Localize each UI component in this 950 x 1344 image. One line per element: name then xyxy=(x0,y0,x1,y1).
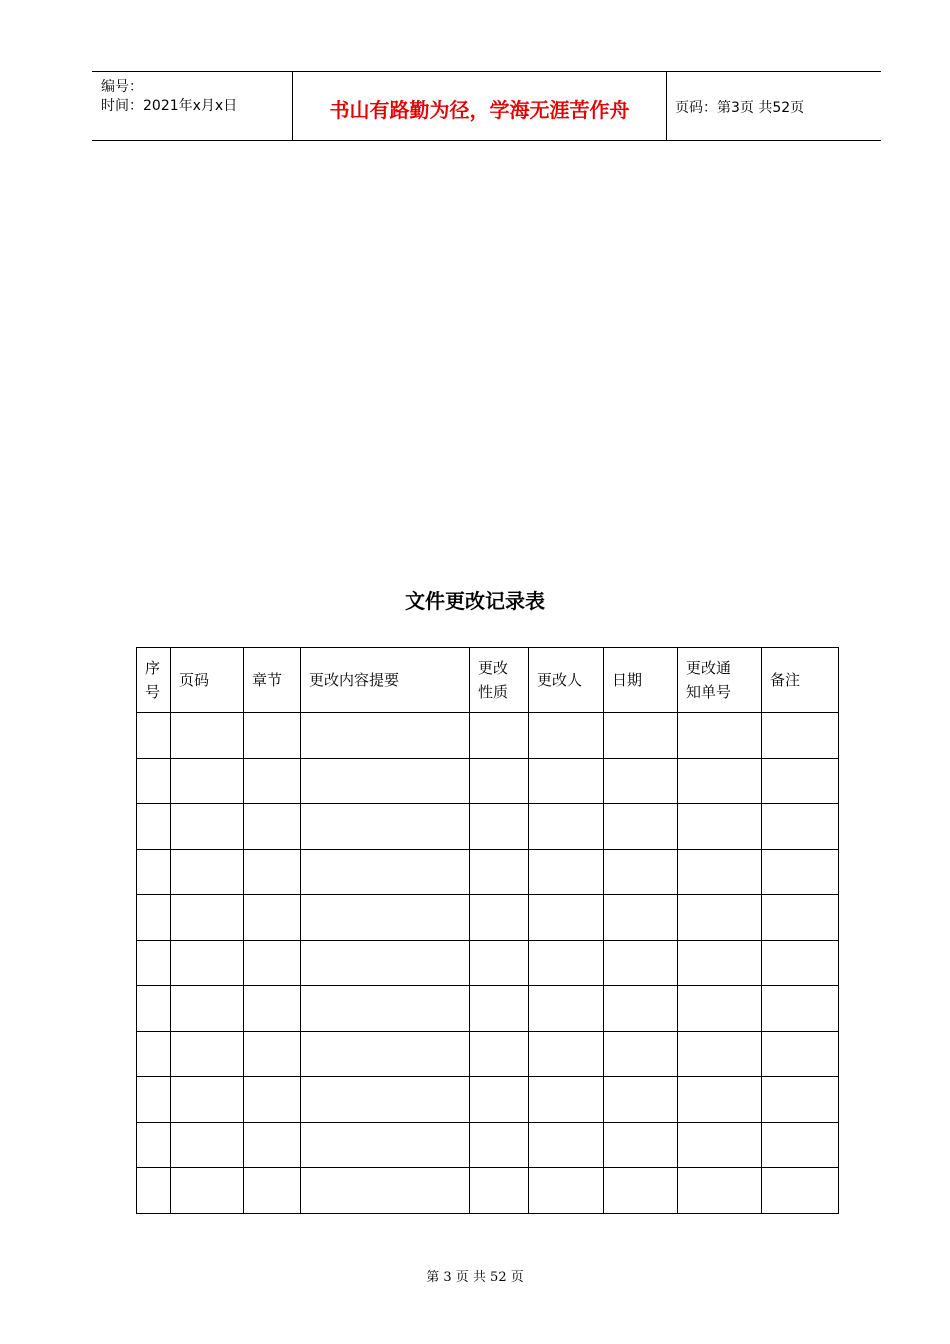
table-cell xyxy=(470,804,529,850)
table-cell xyxy=(470,895,529,941)
table-cell xyxy=(171,1122,244,1168)
column-header-line: 号 xyxy=(145,683,161,701)
table-cell xyxy=(244,1077,301,1123)
table-cell xyxy=(604,1031,678,1077)
table-cell xyxy=(470,1168,529,1214)
table-cell xyxy=(470,1077,529,1123)
table-cell xyxy=(604,895,678,941)
table-cell xyxy=(171,804,244,850)
column-header-remarks: 备注 xyxy=(762,648,839,713)
table-row xyxy=(137,713,839,759)
table-cell xyxy=(678,940,762,986)
table-cell xyxy=(678,758,762,804)
table-cell xyxy=(604,713,678,759)
table-cell xyxy=(171,940,244,986)
page-footer: 第 3 页 共 52 页 xyxy=(426,1270,524,1285)
table-cell xyxy=(301,940,470,986)
column-header-notice-number xyxy=(678,648,762,713)
table-cell xyxy=(171,1168,244,1214)
table-cell xyxy=(470,758,529,804)
table-cell xyxy=(171,1031,244,1077)
table-cell xyxy=(301,895,470,941)
table-cell xyxy=(529,849,604,895)
table-cell xyxy=(678,804,762,850)
table-cell xyxy=(470,1031,529,1077)
table-cell xyxy=(529,758,604,804)
table-cell xyxy=(762,940,839,986)
table-header-row xyxy=(137,648,839,713)
column-header-chapter: 章节 xyxy=(244,648,301,713)
table-cell xyxy=(470,940,529,986)
table-cell xyxy=(301,849,470,895)
table-cell xyxy=(137,758,171,804)
table-cell xyxy=(301,713,470,759)
document-number-label: 编号： xyxy=(101,79,143,95)
column-header-date: 日期 xyxy=(604,648,678,713)
table-cell xyxy=(529,986,604,1032)
table-cell xyxy=(301,804,470,850)
table-cell xyxy=(470,986,529,1032)
table-cell xyxy=(678,1077,762,1123)
table-cell xyxy=(171,849,244,895)
table-cell xyxy=(762,1122,839,1168)
table-cell xyxy=(604,1122,678,1168)
table-cell xyxy=(137,713,171,759)
header-motto: 书山有路勤为径，学海无涯苦作舟 xyxy=(329,98,630,122)
table-cell xyxy=(470,849,529,895)
table-cell xyxy=(301,1168,470,1214)
table-cell xyxy=(244,758,301,804)
table-cell xyxy=(529,940,604,986)
table-cell xyxy=(678,1031,762,1077)
table-cell xyxy=(137,1031,171,1077)
column-header-line: 知单号 xyxy=(686,683,732,701)
table-cell xyxy=(678,895,762,941)
change-record-table xyxy=(136,647,839,1214)
table-cell xyxy=(604,849,678,895)
table-cell xyxy=(137,804,171,850)
table-cell xyxy=(678,713,762,759)
table-cell xyxy=(762,1077,839,1123)
table-cell xyxy=(604,940,678,986)
column-header-summary: 更改内容提要 xyxy=(301,648,470,713)
table-cell xyxy=(604,804,678,850)
table-row xyxy=(137,1168,839,1214)
table-cell xyxy=(762,895,839,941)
table-cell xyxy=(244,940,301,986)
table-cell xyxy=(171,986,244,1032)
table-cell xyxy=(529,713,604,759)
table-cell xyxy=(762,849,839,895)
table-cell xyxy=(470,713,529,759)
table-cell xyxy=(529,1077,604,1123)
table-cell xyxy=(244,713,301,759)
table-cell xyxy=(171,895,244,941)
document-time-label: 时间：2021年x月x日 xyxy=(101,98,238,114)
table-cell xyxy=(762,986,839,1032)
table-cell xyxy=(137,986,171,1032)
table-cell xyxy=(301,1031,470,1077)
table-cell xyxy=(762,758,839,804)
column-header-line: 序 xyxy=(145,659,161,677)
table-cell xyxy=(137,940,171,986)
table-row xyxy=(137,940,839,986)
table-row xyxy=(137,1077,839,1123)
table-cell xyxy=(470,1122,529,1168)
table-row xyxy=(137,986,839,1032)
table-cell xyxy=(244,1031,301,1077)
table-cell xyxy=(529,895,604,941)
table-cell xyxy=(678,849,762,895)
table-cell xyxy=(529,1031,604,1077)
table-cell xyxy=(529,1122,604,1168)
table-cell xyxy=(137,849,171,895)
table-cell xyxy=(762,804,839,850)
table-cell xyxy=(171,713,244,759)
column-header-line: 更改通 xyxy=(686,659,732,677)
table-cell xyxy=(137,895,171,941)
header-left-cell xyxy=(92,72,292,140)
table-cell xyxy=(762,1168,839,1214)
table-row xyxy=(137,804,839,850)
table-cell xyxy=(604,986,678,1032)
table-cell xyxy=(301,758,470,804)
table-row xyxy=(137,895,839,941)
table-cell xyxy=(171,1077,244,1123)
table-cell xyxy=(678,986,762,1032)
table-cell xyxy=(171,758,244,804)
column-header-line: 性质 xyxy=(478,683,509,701)
table-cell xyxy=(762,1031,839,1077)
column-header-line: 更改 xyxy=(478,659,509,677)
table-cell xyxy=(137,1122,171,1168)
table-row xyxy=(137,758,839,804)
table-row xyxy=(137,1031,839,1077)
column-header-page: 页码 xyxy=(171,648,244,713)
table-cell xyxy=(244,804,301,850)
table-row xyxy=(137,849,839,895)
table-cell xyxy=(244,1168,301,1214)
header-middle-cell xyxy=(292,72,667,140)
column-header-changer: 更改人 xyxy=(529,648,604,713)
table-cell xyxy=(762,713,839,759)
table-cell xyxy=(244,986,301,1032)
table-cell xyxy=(678,1122,762,1168)
page-header xyxy=(92,71,881,141)
table-cell xyxy=(301,1122,470,1168)
table-cell xyxy=(678,1168,762,1214)
table-cell xyxy=(137,1077,171,1123)
header-page-info: 页码：第3页 共52页 xyxy=(675,100,805,116)
table-cell xyxy=(604,1077,678,1123)
table-cell xyxy=(244,849,301,895)
table-cell xyxy=(604,1168,678,1214)
table-row xyxy=(137,1122,839,1168)
table-cell xyxy=(529,1168,604,1214)
header-right-cell xyxy=(666,72,881,140)
column-header-serial xyxy=(137,648,171,713)
table-cell xyxy=(301,986,470,1032)
table-cell xyxy=(137,1168,171,1214)
column-header-nature xyxy=(470,648,529,713)
table-cell xyxy=(529,804,604,850)
table-body xyxy=(137,713,839,1214)
table-cell xyxy=(244,895,301,941)
table-cell xyxy=(244,1122,301,1168)
page-title: 文件更改记录表 xyxy=(405,589,545,613)
table-cell xyxy=(604,758,678,804)
table-cell xyxy=(301,1077,470,1123)
